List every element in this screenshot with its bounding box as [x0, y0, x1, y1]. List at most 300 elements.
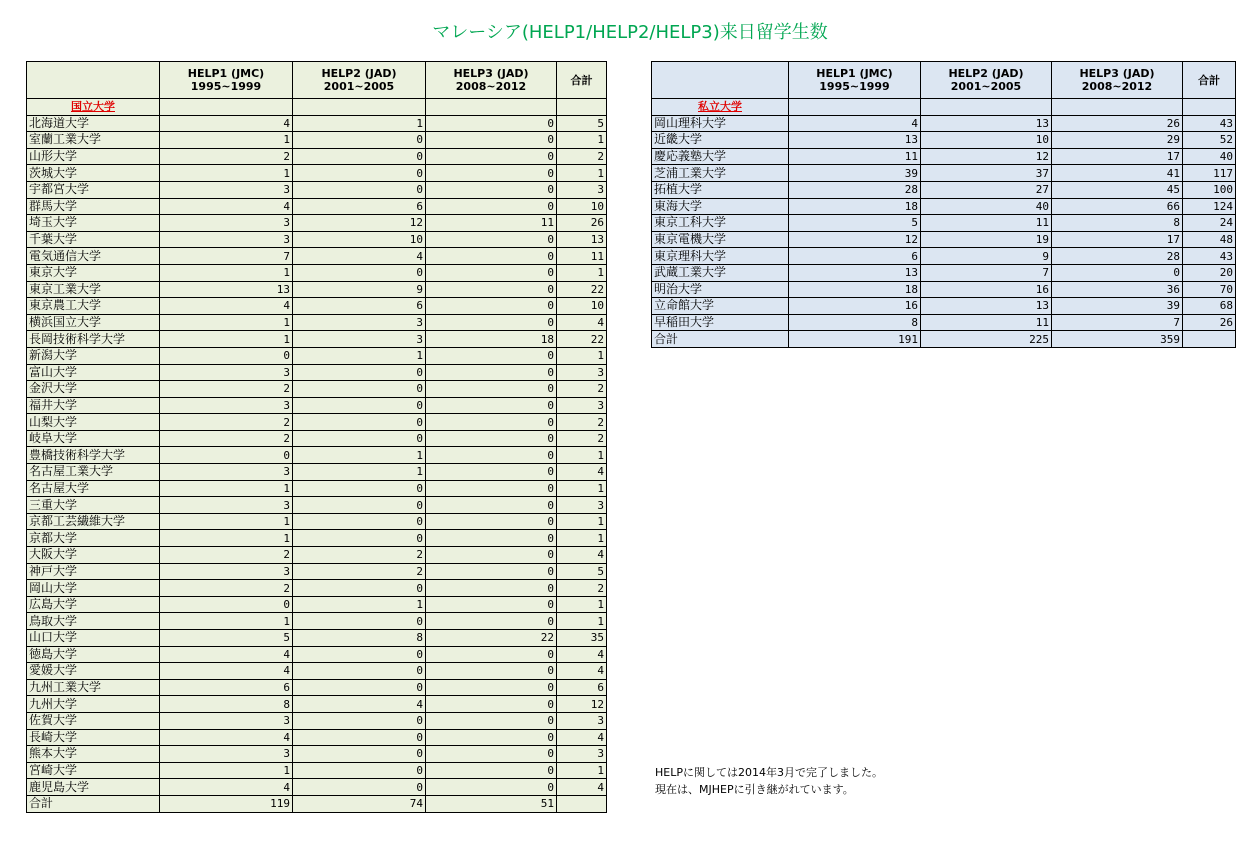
university-name-cell: 東京農工大学 — [27, 298, 160, 315]
table-row — [27, 679, 607, 696]
table-row — [27, 198, 607, 215]
table-row — [27, 132, 607, 149]
empty-cell — [426, 99, 557, 116]
help1-count-cell: 28 — [789, 181, 921, 198]
total-count-cell: 12 — [557, 696, 607, 713]
university-name-cell: 東京理科大学 — [652, 248, 789, 265]
help2-count-cell: 6 — [293, 198, 426, 215]
total-count-cell: 1 — [557, 165, 607, 182]
university-name-cell: 長崎大学 — [27, 729, 160, 746]
university-name-cell: 東京工科大学 — [652, 215, 789, 232]
help1-count-cell: 13 — [160, 281, 293, 298]
help1-count-cell: 3 — [160, 746, 293, 763]
help3-count-cell: 0 — [426, 464, 557, 481]
help2-count-cell: 37 — [921, 165, 1052, 182]
help1-count-cell: 11 — [789, 148, 921, 165]
help2-count-cell: 7 — [921, 264, 1052, 281]
help1-count-cell: 5 — [160, 630, 293, 647]
total-count-cell: 1 — [557, 264, 607, 281]
total-count-cell: 4 — [557, 779, 607, 796]
total-count-cell: 1 — [557, 347, 607, 364]
help3-count-cell: 0 — [426, 264, 557, 281]
help1-count-cell: 2 — [160, 414, 293, 431]
help2-count-cell: 0 — [293, 613, 426, 630]
footnote-line: HELPに関しては2014年3月で完了しました。 — [655, 766, 883, 779]
help1-count-cell: 3 — [160, 364, 293, 381]
help2-count-cell: 0 — [293, 497, 426, 514]
total-count-cell: 35 — [557, 630, 607, 647]
help1-count-cell: 2 — [160, 547, 293, 564]
table-row — [27, 580, 607, 597]
empty-cell — [1183, 99, 1236, 116]
total-count-cell: 1 — [557, 513, 607, 530]
help3-count-cell: 0 — [426, 115, 557, 132]
help1-count-cell: 0 — [160, 347, 293, 364]
header-help2 — [921, 62, 1052, 99]
help1-count-cell: 18 — [789, 281, 921, 298]
total-count-cell: 4 — [557, 314, 607, 331]
table-row — [27, 414, 607, 431]
table-row — [27, 464, 607, 481]
total-count-cell: 4 — [557, 663, 607, 680]
header-help2-years: 2001~2005 — [323, 80, 395, 93]
help2-count-cell: 0 — [293, 679, 426, 696]
help3-count-cell: 22 — [426, 630, 557, 647]
total-count-cell — [1183, 331, 1236, 348]
help1-count-cell: 5 — [789, 215, 921, 232]
empty-cell — [921, 99, 1052, 116]
university-name-cell: 大阪大学 — [27, 547, 160, 564]
header-help2-years: 2001~2005 — [950, 80, 1022, 93]
university-name-cell: 新潟大学 — [27, 347, 160, 364]
help3-count-cell: 0 — [426, 397, 557, 414]
university-name-cell: 群馬大学 — [27, 198, 160, 215]
total-count-cell: 3 — [557, 712, 607, 729]
help2-count-cell: 27 — [921, 181, 1052, 198]
table-row — [27, 264, 607, 281]
total-count-cell: 70 — [1183, 281, 1236, 298]
help2-count-cell: 6 — [293, 298, 426, 315]
help1-count-cell: 3 — [160, 563, 293, 580]
table-row — [27, 663, 607, 680]
help3-count-cell: 66 — [1052, 198, 1183, 215]
university-name-cell: 山形大学 — [27, 148, 160, 165]
university-name-cell: 宮崎大学 — [27, 762, 160, 779]
help3-count-cell: 0 — [426, 248, 557, 265]
university-name-cell: 長岡技術科学大学 — [27, 331, 160, 348]
university-name-cell: 拓植大学 — [652, 181, 789, 198]
help3-count-cell: 0 — [426, 547, 557, 564]
table-row — [27, 646, 607, 663]
table-row — [27, 596, 607, 613]
university-name-cell: 近畿大学 — [652, 132, 789, 149]
table-header-row — [27, 62, 607, 99]
university-name-cell: 九州工業大学 — [27, 679, 160, 696]
help3-count-cell: 45 — [1052, 181, 1183, 198]
help3-count-cell: 0 — [1052, 264, 1183, 281]
header-help3-program: HELP3 (JAD) — [1079, 67, 1155, 80]
help1-count-cell: 3 — [160, 464, 293, 481]
help1-count-cell: 1 — [160, 314, 293, 331]
help1-count-cell: 3 — [160, 397, 293, 414]
help1-count-cell: 1 — [160, 530, 293, 547]
help3-count-cell: 0 — [426, 181, 557, 198]
help2-count-cell: 1 — [293, 447, 426, 464]
university-name-cell: 合計 — [27, 795, 160, 812]
help3-count-cell: 0 — [426, 480, 557, 497]
help2-count-cell: 0 — [293, 397, 426, 414]
help2-count-cell: 0 — [293, 181, 426, 198]
help3-count-cell: 0 — [426, 762, 557, 779]
total-count-cell: 22 — [557, 281, 607, 298]
total-count-cell: 100 — [1183, 181, 1236, 198]
header-help1-years: 1995~1999 — [819, 80, 890, 93]
total-count-cell: 2 — [557, 148, 607, 165]
help3-count-cell: 0 — [426, 298, 557, 315]
total-count-cell: 4 — [557, 547, 607, 564]
total-count-cell: 1 — [557, 132, 607, 149]
help1-count-cell: 1 — [160, 480, 293, 497]
help1-count-cell: 1 — [160, 762, 293, 779]
help2-count-cell: 0 — [293, 132, 426, 149]
help2-count-cell: 19 — [921, 231, 1052, 248]
help2-count-cell: 11 — [921, 215, 1052, 232]
total-count-cell: 4 — [557, 729, 607, 746]
table-row — [27, 547, 607, 564]
header-name-col — [27, 62, 160, 99]
help1-count-cell: 191 — [789, 331, 921, 348]
table-row — [27, 513, 607, 530]
help3-count-cell: 0 — [426, 679, 557, 696]
help1-count-cell: 3 — [160, 181, 293, 198]
help1-count-cell: 4 — [160, 663, 293, 680]
help2-count-cell: 0 — [293, 779, 426, 796]
table-row — [27, 630, 607, 647]
help3-count-cell: 26 — [1052, 115, 1183, 132]
total-count-cell: 3 — [557, 497, 607, 514]
total-count-cell: 10 — [557, 198, 607, 215]
help3-count-cell: 28 — [1052, 248, 1183, 265]
help2-count-cell: 10 — [293, 231, 426, 248]
university-name-cell: 千葉大学 — [27, 231, 160, 248]
table-row — [652, 165, 1236, 182]
help3-count-cell: 0 — [426, 663, 557, 680]
university-name-cell: 芝浦工業大学 — [652, 165, 789, 182]
help3-count-cell: 0 — [426, 347, 557, 364]
help2-count-cell: 13 — [921, 115, 1052, 132]
total-count-cell: 1 — [557, 613, 607, 630]
university-name-cell: 徳島大学 — [27, 646, 160, 663]
table-row — [27, 530, 607, 547]
help1-count-cell: 1 — [160, 331, 293, 348]
table-row — [27, 181, 607, 198]
help3-count-cell: 0 — [426, 530, 557, 547]
header-help1-program: HELP1 (JMC) — [816, 67, 893, 80]
help3-count-cell: 0 — [426, 580, 557, 597]
total-count-cell: 11 — [557, 248, 607, 265]
table-row — [27, 314, 607, 331]
table-row — [652, 198, 1236, 215]
table-row — [27, 712, 607, 729]
help1-count-cell: 4 — [160, 198, 293, 215]
university-name-cell: 武蔵工業大学 — [652, 264, 789, 281]
university-name-cell: 宇都宮大学 — [27, 181, 160, 198]
header-help1 — [789, 62, 921, 99]
help2-count-cell: 0 — [293, 530, 426, 547]
university-name-cell: 愛媛大学 — [27, 663, 160, 680]
help3-count-cell: 11 — [426, 215, 557, 232]
total-count-cell: 3 — [557, 746, 607, 763]
national-university-table — [26, 61, 607, 813]
help2-count-cell: 3 — [293, 314, 426, 331]
help3-count-cell: 0 — [426, 148, 557, 165]
help3-count-cell: 0 — [426, 132, 557, 149]
help1-count-cell: 0 — [160, 596, 293, 613]
help1-count-cell: 13 — [789, 132, 921, 149]
help1-count-cell: 2 — [160, 580, 293, 597]
university-name-cell: 京都工芸繊維大学 — [27, 513, 160, 530]
university-name-cell: 山口大学 — [27, 630, 160, 647]
university-name-cell: 岡山大学 — [27, 580, 160, 597]
total-count-cell: 3 — [557, 397, 607, 414]
national-table-body — [27, 99, 607, 813]
help1-count-cell: 2 — [160, 148, 293, 165]
help2-count-cell: 9 — [293, 281, 426, 298]
help2-count-cell: 0 — [293, 381, 426, 398]
help2-count-cell: 0 — [293, 264, 426, 281]
university-name-cell: 東京電機大学 — [652, 231, 789, 248]
help3-count-cell: 18 — [426, 331, 557, 348]
header-help1 — [160, 62, 293, 99]
help1-count-cell: 4 — [160, 115, 293, 132]
help2-count-cell: 0 — [293, 430, 426, 447]
university-name-cell: 熊本大学 — [27, 746, 160, 763]
help2-count-cell: 0 — [293, 364, 426, 381]
section-row — [27, 99, 607, 116]
university-name-cell: 室蘭工業大学 — [27, 132, 160, 149]
table-row — [27, 215, 607, 232]
total-count-cell: 2 — [557, 430, 607, 447]
total-count-cell: 20 — [1183, 264, 1236, 281]
help1-count-cell: 4 — [789, 115, 921, 132]
table-row — [27, 447, 607, 464]
university-name-cell: 山梨大学 — [27, 414, 160, 431]
help3-count-cell: 359 — [1052, 331, 1183, 348]
university-name-cell: 神戸大学 — [27, 563, 160, 580]
university-name-cell: 鹿児島大学 — [27, 779, 160, 796]
total-count-cell: 2 — [557, 414, 607, 431]
help3-count-cell: 0 — [426, 513, 557, 530]
total-count-cell: 26 — [557, 215, 607, 232]
total-count-cell: 43 — [1183, 248, 1236, 265]
help2-count-cell: 10 — [921, 132, 1052, 149]
help2-count-cell: 12 — [293, 215, 426, 232]
table-row — [652, 298, 1236, 315]
table-row — [652, 281, 1236, 298]
help1-count-cell: 4 — [160, 298, 293, 315]
help1-count-cell: 3 — [160, 712, 293, 729]
help1-count-cell: 4 — [160, 779, 293, 796]
table-row — [27, 480, 607, 497]
university-name-cell: 豊橋技術科学大学 — [27, 447, 160, 464]
help2-count-cell: 13 — [921, 298, 1052, 315]
empty-cell — [557, 99, 607, 116]
help1-count-cell: 4 — [160, 729, 293, 746]
help2-count-cell: 1 — [293, 464, 426, 481]
university-name-cell: 東京工業大学 — [27, 281, 160, 298]
help1-count-cell: 7 — [160, 248, 293, 265]
help3-count-cell: 17 — [1052, 148, 1183, 165]
help3-count-cell: 36 — [1052, 281, 1183, 298]
help3-count-cell: 0 — [426, 231, 557, 248]
help1-count-cell: 8 — [789, 314, 921, 331]
total-count-cell: 1 — [557, 762, 607, 779]
help3-count-cell: 17 — [1052, 231, 1183, 248]
help1-count-cell: 8 — [160, 696, 293, 713]
table-row — [652, 264, 1236, 281]
university-name-cell: 福井大学 — [27, 397, 160, 414]
help2-count-cell: 225 — [921, 331, 1052, 348]
help3-count-cell: 0 — [426, 596, 557, 613]
table-row — [652, 248, 1236, 265]
help3-count-cell: 39 — [1052, 298, 1183, 315]
help2-count-cell: 0 — [293, 729, 426, 746]
private-table-body — [652, 99, 1236, 348]
help2-count-cell: 4 — [293, 248, 426, 265]
university-name-cell: 埼玉大学 — [27, 215, 160, 232]
help2-count-cell: 0 — [293, 663, 426, 680]
total-count-cell: 4 — [557, 464, 607, 481]
empty-cell — [293, 99, 426, 116]
header-help1-program: HELP1 (JMC) — [187, 67, 265, 80]
total-count-cell: 1 — [557, 480, 607, 497]
header-help2-program: HELP2 (JAD) — [321, 67, 397, 80]
header-total: 合計 — [557, 62, 607, 99]
university-name-cell: 明治大学 — [652, 281, 789, 298]
help1-count-cell: 6 — [160, 679, 293, 696]
table-row — [27, 165, 607, 182]
help3-count-cell: 0 — [426, 198, 557, 215]
help3-count-cell: 41 — [1052, 165, 1183, 182]
empty-cell — [1052, 99, 1183, 116]
section-label-national: 国立大学 — [27, 99, 160, 116]
help3-count-cell: 0 — [426, 165, 557, 182]
total-count-cell: 5 — [557, 115, 607, 132]
help2-count-cell: 0 — [293, 480, 426, 497]
university-name-cell: 名古屋工業大学 — [27, 464, 160, 481]
help1-count-cell: 39 — [789, 165, 921, 182]
help3-count-cell: 0 — [426, 414, 557, 431]
help1-count-cell: 16 — [789, 298, 921, 315]
help1-count-cell: 3 — [160, 497, 293, 514]
header-total: 合計 — [1183, 62, 1236, 99]
header-help3-program: HELP3 (JAD) — [453, 67, 529, 80]
help2-count-cell: 0 — [293, 414, 426, 431]
header-name-col — [652, 62, 789, 99]
university-name-cell: 岡山理科大学 — [652, 115, 789, 132]
help1-count-cell: 3 — [160, 231, 293, 248]
help3-count-cell: 0 — [426, 613, 557, 630]
university-name-cell: 富山大学 — [27, 364, 160, 381]
table-row — [27, 779, 607, 796]
table-row — [27, 729, 607, 746]
university-name-cell: 慶応義塾大学 — [652, 148, 789, 165]
table-row — [27, 231, 607, 248]
help2-count-cell: 0 — [293, 165, 426, 182]
help2-count-cell: 40 — [921, 198, 1052, 215]
section-row — [652, 99, 1236, 116]
table-row — [27, 762, 607, 779]
help2-count-cell: 9 — [921, 248, 1052, 265]
help1-count-cell: 12 — [789, 231, 921, 248]
header-help2-program: HELP2 (JAD) — [948, 67, 1024, 80]
help2-count-cell: 12 — [921, 148, 1052, 165]
help1-count-cell: 119 — [160, 795, 293, 812]
total-count-cell: 52 — [1183, 132, 1236, 149]
help3-count-cell: 0 — [426, 746, 557, 763]
help2-count-cell: 74 — [293, 795, 426, 812]
section-label-private: 私立大学 — [652, 99, 789, 116]
help2-count-cell: 0 — [293, 746, 426, 763]
header-help3 — [1052, 62, 1183, 99]
help1-count-cell: 1 — [160, 165, 293, 182]
university-name-cell: 京都大学 — [27, 530, 160, 547]
university-name-cell: 早稲田大学 — [652, 314, 789, 331]
table-row — [27, 148, 607, 165]
help2-count-cell: 4 — [293, 696, 426, 713]
help2-count-cell: 11 — [921, 314, 1052, 331]
table-row — [27, 248, 607, 265]
table-row — [652, 132, 1236, 149]
university-name-cell: 東海大学 — [652, 198, 789, 215]
table-row — [27, 364, 607, 381]
total-count-cell: 68 — [1183, 298, 1236, 315]
help3-count-cell: 0 — [426, 729, 557, 746]
table-row — [27, 397, 607, 414]
total-count-cell: 10 — [557, 298, 607, 315]
table-row — [27, 115, 607, 132]
total-count-cell: 1 — [557, 530, 607, 547]
footnote — [655, 764, 883, 798]
help1-count-cell: 18 — [789, 198, 921, 215]
header-help3-years: 2008~2012 — [455, 80, 527, 93]
university-name-cell: 電気通信大学 — [27, 248, 160, 265]
university-name-cell: 三重大学 — [27, 497, 160, 514]
table-header-row — [652, 62, 1236, 99]
university-name-cell: 茨城大学 — [27, 165, 160, 182]
help3-count-cell: 0 — [426, 712, 557, 729]
help1-count-cell: 3 — [160, 215, 293, 232]
help2-count-cell: 0 — [293, 580, 426, 597]
total-row — [27, 795, 607, 812]
help3-count-cell: 8 — [1052, 215, 1183, 232]
university-name-cell: 合計 — [652, 331, 789, 348]
help3-count-cell: 0 — [426, 381, 557, 398]
table-row — [27, 696, 607, 713]
empty-cell — [160, 99, 293, 116]
header-help3 — [426, 62, 557, 99]
help3-count-cell: 0 — [426, 430, 557, 447]
total-count-cell — [557, 795, 607, 812]
total-count-cell: 3 — [557, 181, 607, 198]
header-help2 — [293, 62, 426, 99]
help2-count-cell: 0 — [293, 712, 426, 729]
help3-count-cell: 0 — [426, 696, 557, 713]
total-count-cell: 13 — [557, 231, 607, 248]
help2-count-cell: 1 — [293, 115, 426, 132]
total-count-cell: 40 — [1183, 148, 1236, 165]
university-name-cell: 九州大学 — [27, 696, 160, 713]
